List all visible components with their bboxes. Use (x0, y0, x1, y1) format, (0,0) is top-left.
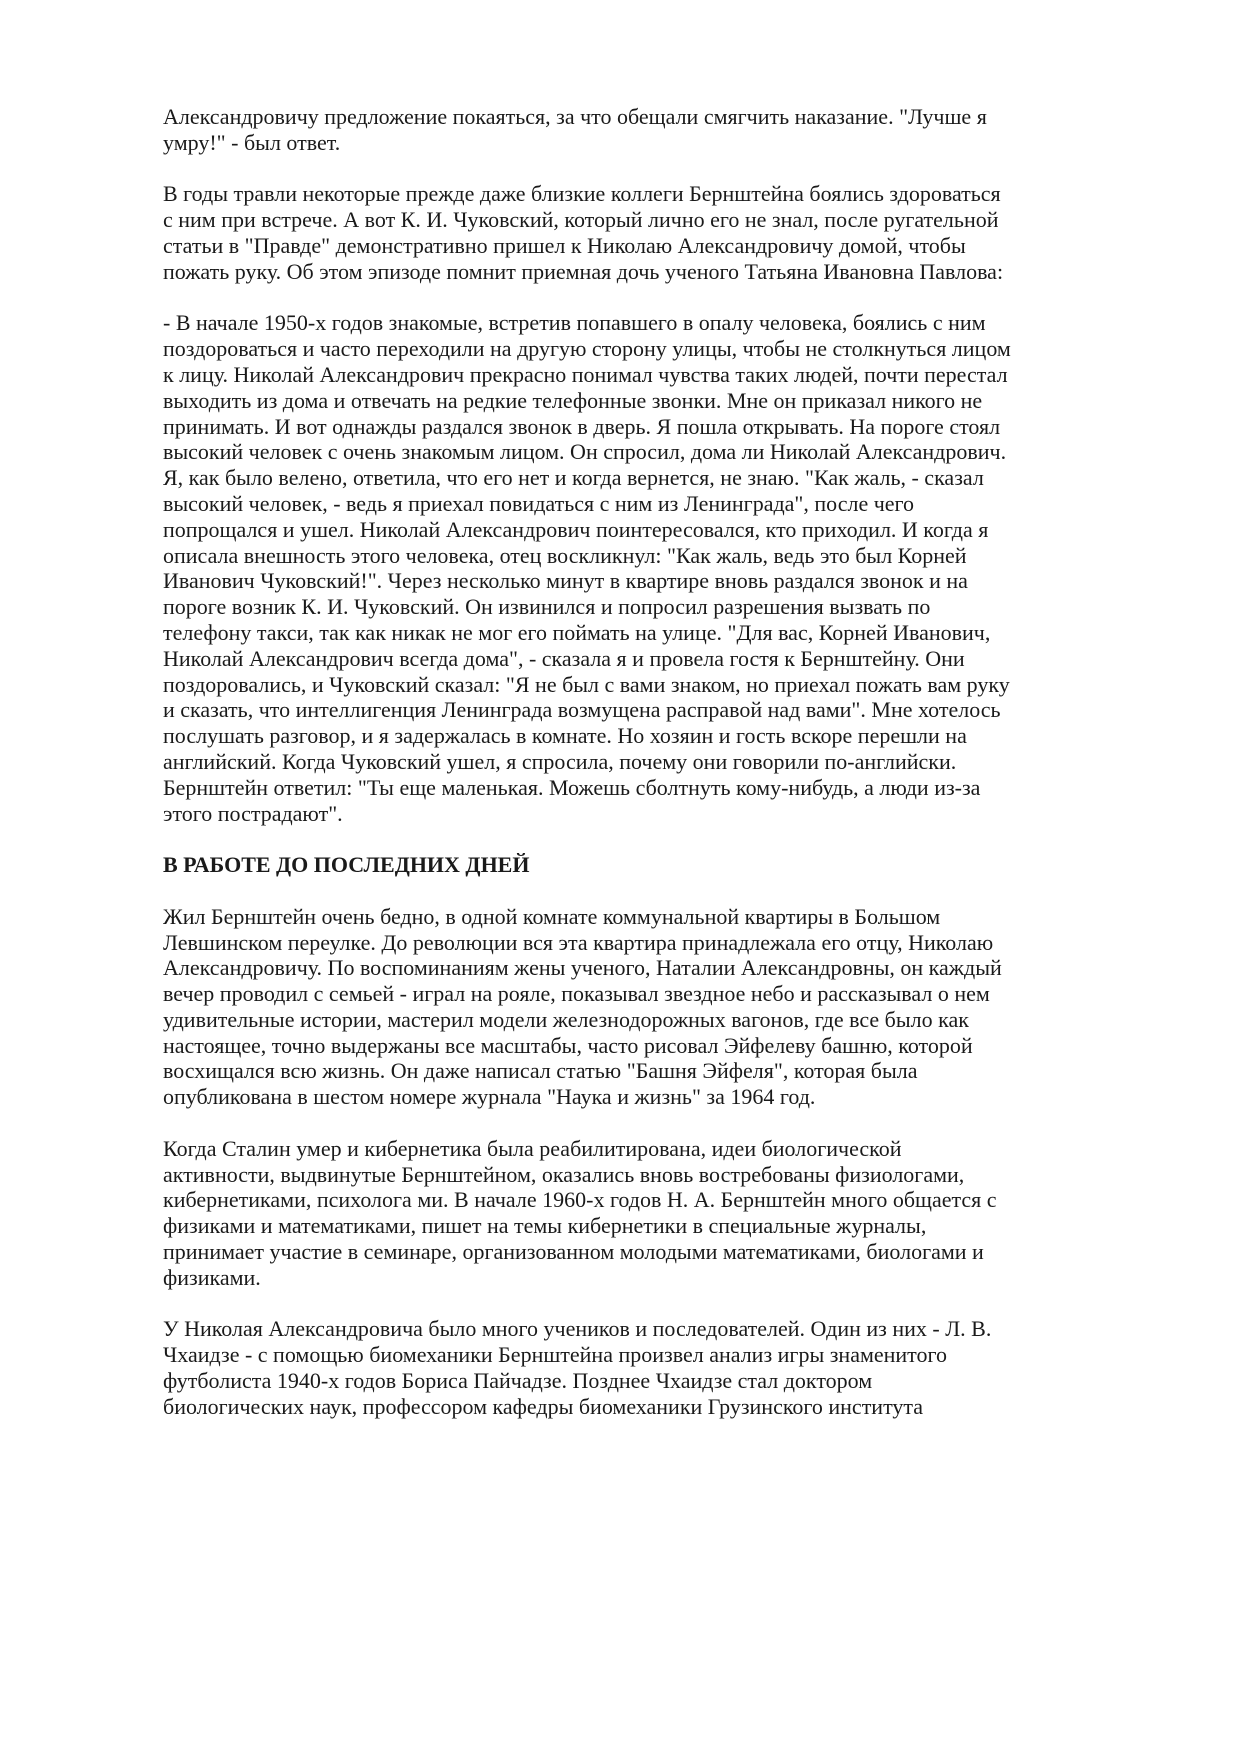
paragraph (163, 1136, 1083, 1291)
paragraph (163, 181, 1083, 284)
text-line: Чхаидзе - с помощью биомеханики Бернштейна произвел анализ игры знаменитого (163, 1342, 947, 1368)
text-line: физиками. (163, 1264, 261, 1290)
text-line: высокий человек, - ведь я приехал повидаться с ним из Ленинграда", после чего (163, 490, 915, 516)
text-line: с ним при встрече. А вот К. И. Чуковский, который лично его не знал, после ругательной (163, 207, 999, 233)
text-line: физиками и математиками, пишет на темы кибернетики в специальные журналы, (163, 1213, 927, 1239)
paragraph (163, 104, 1083, 156)
text-line: активности, выдвинутые Бернштейном, оказались вновь востребованы физиологами, (163, 1161, 965, 1187)
text-line: и сказать, что интеллигенция Ленинграда возмущена расправой над вами". Мне хотелось (163, 697, 1001, 723)
text-line: телефону такси, так как никак не мог его поймать на улице. "Для вас, Корней Иванович, (163, 619, 991, 645)
text-line: Жил Бернштейн очень бедно, в одной комнате коммунальной квартиры в Большом (163, 903, 941, 929)
text-line: поздороваться и часто переходили на другую сторону улицы, чтобы не столкнуться лицом (163, 336, 1011, 362)
text-line: настоящее, точно выдержаны все масштабы, часто рисовал Эйфелеву башню, которой (163, 1032, 973, 1058)
text-line: попрощался и ушел. Николай Александрович поинтересовался, кто приходил. И когда я (163, 516, 989, 542)
paragraph (163, 310, 1083, 826)
paragraph (163, 1316, 1083, 1419)
text-line: Когда Сталин умер и кибернетика была реабилитирована, идеи биологической (163, 1135, 902, 1161)
text-line: принимать. И вот однажды раздался звонок в дверь. Я пошла открывать. На пороге стоял (163, 413, 1001, 439)
text-line: восхищался всю жизнь. Он даже написал статью "Башня Эйфеля", которая была (163, 1058, 918, 1084)
text-line: Иванович Чуковский!". Через несколько минут в квартире вновь раздался звонок и на (163, 568, 968, 594)
text-line: этого пострадают". (163, 800, 343, 826)
text-line: послушать разговор, и я задержалась в комнате. Но хозяин и гость вскоре перешли на (163, 723, 967, 749)
paragraph (163, 904, 1083, 1110)
text-line: Николай Александрович всегда дома", - сказала я и провела гостя к Бернштейну. Они (163, 645, 965, 671)
text-line: Я, как было велено, ответила, что его нет и когда вернется, не знаю. "Как жаль, - сказал (163, 465, 984, 491)
text-line: принимает участие в семинаре, организованном молодыми математиками, биологами и (163, 1239, 984, 1265)
text-line: В годы травли некоторые прежде даже близкие коллеги Бернштейна боялись здороваться (163, 181, 1001, 207)
text-line: вечер проводил с семьей - играл на рояле, показывал звездное небо и рассказывал о нем (163, 981, 990, 1007)
text-line: статьи в "Правде" демонстративно пришел к Николаю Александровичу домой, чтобы (163, 232, 966, 258)
text-line: высокий человек с очень знакомым лицом. Он спросил, дома ли Николай Александрович. (163, 439, 1007, 465)
text-line: Александровичу предложение покаяться, за что обещали смягчить наказание. "Лучше я (163, 104, 987, 129)
text-line: кибернетиками, психолога ми. В начале 1960-х годов Н. А. Бернштейн много общается с (163, 1187, 997, 1213)
text-line: английский. Когда Чуковский ушел, я спросила, почему они говорили по-английски. (163, 748, 957, 774)
text-line: пороге возник К. И. Чуковский. Он извинился и попросил разрешения вызвать по (163, 594, 931, 620)
text-line: - В начале 1950-х годов знакомые, встретив попавшего в опалу человека, боялись с ним (163, 310, 986, 336)
text-line: к лицу. Николай Александрович прекрасно понимал чувства таких людей, почти перестал (163, 361, 1008, 387)
text-line: Левшинском переулке. До революции вся эта квартира принадлежала его отцу, Николаю (163, 929, 994, 955)
text-line: пожать руку. Об этом эпизоде помнит приемная дочь ученого Татьяна Ивановна Павлова: (163, 258, 1004, 284)
text-line: поздоровались, и Чуковский сказал: "Я не был с вами знаком, но приехал пожать вам руку (163, 671, 1010, 697)
text-line: удивительные истории, мастерил модели железнодорожных вагонов, где все было как (163, 1006, 969, 1032)
document-page (163, 104, 1083, 1445)
text-line: выходить из дома и отвечать на редкие телефонные звонки. Мне он приказал никого не (163, 387, 983, 413)
text-line: опубликована в шестом номере журнала "Наука и жизнь" за 1964 год. (163, 1084, 816, 1110)
text-line: биологических наук, профессором кафедры биомеханики Грузинского института (163, 1393, 924, 1419)
text-line: Бернштейн ответил: "Ты еще маленькая. Можешь сболтнуть кому-нибудь, а люди из-за (163, 774, 981, 800)
text-line: Александровичу. По воспоминаниям жены ученого, Наталии Александровны, он каждый (163, 955, 1002, 981)
text-line: футболиста 1940-х годов Бориса Пайчадзе. Позднее Чхаидзе стал доктором (163, 1368, 873, 1394)
heading-text: В РАБОТЕ ДО ПОСЛЕДНИХ ДНЕЙ (163, 852, 530, 878)
text-line: умру!" - был ответ. (163, 129, 341, 155)
text-line: У Николая Александровича было много учеников и последователей. Один из них - Л. В. (163, 1316, 992, 1342)
section-heading (163, 852, 1083, 878)
text-line: описала внешность этого человека, отец воскликнул: "Как жаль, ведь это был Корней (163, 542, 967, 568)
